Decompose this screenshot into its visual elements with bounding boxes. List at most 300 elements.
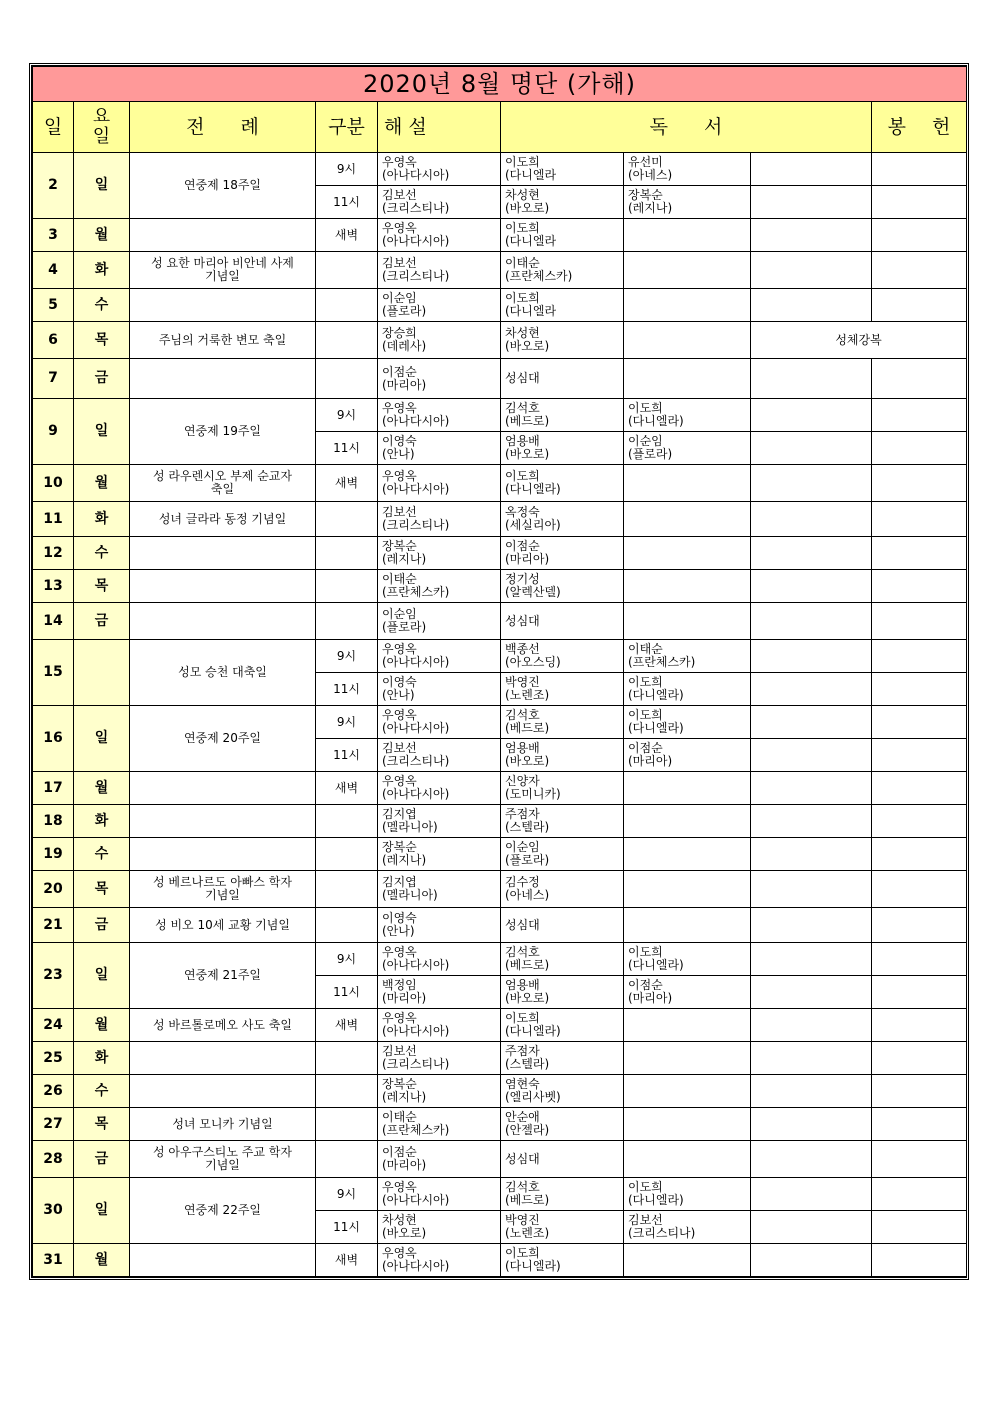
reader1-cell: 엄용배 (바오로) <box>501 976 624 1009</box>
reader1-cell: 김수정 (아네스) <box>501 871 624 908</box>
commentary-cell: 김지엽 (멜라니아) <box>378 805 501 838</box>
offering1-cell <box>751 739 872 772</box>
weekday-cell: 화 <box>74 805 130 838</box>
reader1-cell: 이점순 (마리아) <box>501 537 624 570</box>
day-cell: 24 <box>33 1009 74 1042</box>
offering2-cell <box>872 1009 967 1042</box>
liturgy-cell <box>130 772 316 805</box>
header-type: 구분 <box>316 102 378 153</box>
weekday-cell: 일 <box>74 706 130 772</box>
day-cell: 3 <box>33 219 74 252</box>
reader1-cell: 옥정숙 (세실리아) <box>501 502 624 537</box>
type-cell <box>316 322 378 359</box>
offering2-cell <box>872 465 967 502</box>
table-row <box>33 570 967 603</box>
commentary-cell: 김보선 (크리스티나) <box>378 502 501 537</box>
day-cell: 27 <box>33 1108 74 1141</box>
day-cell: 17 <box>33 772 74 805</box>
day-cell: 2 <box>33 153 74 219</box>
reader1-cell: 김석호 (베드로) <box>501 1178 624 1211</box>
reader1-cell: 이도희 (다니엘라 <box>501 289 624 322</box>
commentary-cell: 이영숙 (안나) <box>378 908 501 943</box>
reader2-cell <box>624 838 751 871</box>
table-row <box>33 322 967 359</box>
reader2-cell <box>624 322 751 359</box>
offering1-cell <box>751 1108 872 1141</box>
commentary-cell: 우영옥 (아나다시아) <box>378 1178 501 1211</box>
offering2-cell <box>872 772 967 805</box>
offering-cell: 성체강복 <box>751 322 967 359</box>
header-weekday: 요 일 <box>74 102 130 153</box>
table-row <box>33 153 967 186</box>
type-cell <box>316 838 378 871</box>
reader2-cell <box>624 570 751 603</box>
day-cell: 4 <box>33 252 74 289</box>
liturgy-cell: 성 비오 10세 교황 기념일 <box>130 908 316 943</box>
offering2-cell <box>872 252 967 289</box>
commentary-cell: 이순임 (플로라) <box>378 289 501 322</box>
liturgy-cell: 연중제 18주일 <box>130 153 316 219</box>
liturgy-cell <box>130 359 316 399</box>
type-cell <box>316 502 378 537</box>
offering1-cell <box>751 805 872 838</box>
offering2-cell <box>872 432 967 465</box>
table-row <box>33 465 967 502</box>
day-cell: 28 <box>33 1141 74 1178</box>
reader1-cell: 이도희 (다니엘라 <box>501 153 624 186</box>
liturgy-cell: 주님의 거룩한 변모 축일 <box>130 322 316 359</box>
commentary-cell: 우영옥 (아나다시아) <box>378 399 501 432</box>
offering1-cell <box>751 1075 872 1108</box>
reader2-cell <box>624 465 751 502</box>
commentary-cell: 백정임 (마리아) <box>378 976 501 1009</box>
type-cell: 9시 <box>316 706 378 739</box>
offering1-cell <box>751 908 872 943</box>
reader2-cell <box>624 1108 751 1141</box>
offering1-cell <box>751 432 872 465</box>
weekday-cell: 월 <box>74 1244 130 1277</box>
offering1-cell <box>751 1141 872 1178</box>
day-cell: 19 <box>33 838 74 871</box>
commentary-cell: 이영숙 (안나) <box>378 673 501 706</box>
reader1-cell: 성심대 <box>501 603 624 640</box>
offering2-cell <box>872 976 967 1009</box>
liturgy-cell: 연중제 20주일 <box>130 706 316 772</box>
commentary-cell: 우영옥 (아나다시아) <box>378 153 501 186</box>
reader2-cell: 유선미 (아네스) <box>624 153 751 186</box>
liturgy-cell <box>130 1075 316 1108</box>
schedule-table <box>32 66 967 1277</box>
offering1-cell <box>751 289 872 322</box>
reader2-cell <box>624 908 751 943</box>
header-day: 일 <box>33 102 74 153</box>
commentary-cell: 이점순 (마리아) <box>378 1141 501 1178</box>
liturgy-cell: 성 바르톨로메오 사도 축일 <box>130 1009 316 1042</box>
weekday-cell: 금 <box>74 359 130 399</box>
commentary-cell: 김보선 (크리스티나) <box>378 252 501 289</box>
weekday-cell: 월 <box>74 465 130 502</box>
reader2-cell <box>624 537 751 570</box>
offering2-cell <box>872 1042 967 1075</box>
reader2-cell <box>624 1042 751 1075</box>
day-cell: 12 <box>33 537 74 570</box>
offering2-cell <box>872 1108 967 1141</box>
reader1-cell: 이도희 (다니엘라) <box>501 1009 624 1042</box>
offering1-cell <box>751 772 872 805</box>
weekday-cell: 화 <box>74 1042 130 1075</box>
weekday-cell: 금 <box>74 1141 130 1178</box>
type-cell: 11시 <box>316 432 378 465</box>
day-cell: 23 <box>33 943 74 1009</box>
reader1-cell: 성심대 <box>501 908 624 943</box>
offering2-cell <box>872 359 967 399</box>
reader1-cell: 이도희 (다니엘라) <box>501 1244 624 1277</box>
liturgy-cell <box>130 1244 316 1277</box>
reader2-cell: 장복순 (레지나) <box>624 186 751 219</box>
table-row <box>33 1042 967 1075</box>
day-cell: 14 <box>33 603 74 640</box>
table-row <box>33 252 967 289</box>
offering1-cell <box>751 1009 872 1042</box>
offering2-cell <box>872 1211 967 1244</box>
weekday-cell: 일 <box>74 1178 130 1244</box>
day-cell: 18 <box>33 805 74 838</box>
table-row <box>33 359 967 399</box>
offering2-cell <box>872 805 967 838</box>
table-row <box>33 1244 967 1277</box>
reader1-cell: 김석호 (베드로) <box>501 706 624 739</box>
type-cell: 9시 <box>316 153 378 186</box>
weekday-cell: 화 <box>74 502 130 537</box>
reader2-cell <box>624 603 751 640</box>
offering1-cell <box>751 359 872 399</box>
type-cell: 새벽 <box>316 465 378 502</box>
offering1-cell <box>751 1211 872 1244</box>
weekday-cell: 금 <box>74 603 130 640</box>
reader1-cell: 이도희 (다니엘라) <box>501 465 624 502</box>
liturgy-cell: 연중제 19주일 <box>130 399 316 465</box>
liturgy-cell: 성 아우구스티노 주교 학자 기념일 <box>130 1141 316 1178</box>
reader2-cell <box>624 1009 751 1042</box>
reader1-cell: 엄용배 (바오로) <box>501 739 624 772</box>
commentary-cell: 우영옥 (아나다시아) <box>378 772 501 805</box>
commentary-cell: 이순임 (플로라) <box>378 603 501 640</box>
offering2-cell <box>872 1075 967 1108</box>
offering1-cell <box>751 219 872 252</box>
table-row <box>33 1075 967 1108</box>
table-row <box>33 219 967 252</box>
reader1-cell: 박영진 (노렌조) <box>501 673 624 706</box>
offering1-cell <box>751 640 872 673</box>
type-cell <box>316 1042 378 1075</box>
day-cell: 20 <box>33 871 74 908</box>
reader1-cell: 성심대 <box>501 359 624 399</box>
offering2-cell <box>872 1244 967 1277</box>
reader2-cell <box>624 772 751 805</box>
reader1-cell: 안순애 (안젤라) <box>501 1108 624 1141</box>
offering1-cell <box>751 537 872 570</box>
type-cell: 9시 <box>316 1178 378 1211</box>
day-cell: 26 <box>33 1075 74 1108</box>
commentary-cell: 차성현 (바오로) <box>378 1211 501 1244</box>
reader1-cell: 이태순 (프란체스카) <box>501 252 624 289</box>
offering1-cell <box>751 838 872 871</box>
type-cell <box>316 603 378 640</box>
type-cell <box>316 289 378 322</box>
table-row <box>33 1009 967 1042</box>
offering1-cell <box>751 1042 872 1075</box>
weekday-cell: 금 <box>74 908 130 943</box>
liturgy-cell: 성 라우렌시오 부제 순교자 축일 <box>130 465 316 502</box>
reader2-cell <box>624 252 751 289</box>
commentary-cell: 우영옥 (아나다시아) <box>378 465 501 502</box>
commentary-cell: 장복순 (레지나) <box>378 838 501 871</box>
type-cell <box>316 537 378 570</box>
header-liturgy: 전 례 <box>130 102 316 153</box>
table-row <box>33 772 967 805</box>
weekday-cell: 목 <box>74 570 130 603</box>
liturgy-cell <box>130 289 316 322</box>
commentary-cell: 이태순 (프란체스카) <box>378 570 501 603</box>
offering2-cell <box>872 570 967 603</box>
offering2-cell <box>872 739 967 772</box>
day-cell: 6 <box>33 322 74 359</box>
type-cell <box>316 570 378 603</box>
offering2-cell <box>872 603 967 640</box>
table-row <box>33 640 967 673</box>
table-row <box>33 1141 967 1178</box>
commentary-cell: 우영옥 (아나다시아) <box>378 943 501 976</box>
table-row <box>33 399 967 432</box>
day-cell: 15 <box>33 640 74 706</box>
offering1-cell <box>751 252 872 289</box>
type-cell <box>316 908 378 943</box>
type-cell: 9시 <box>316 399 378 432</box>
reader1-cell: 정기성 (알렉산델) <box>501 570 624 603</box>
weekday-cell: 목 <box>74 871 130 908</box>
table-row <box>33 908 967 943</box>
offering2-cell <box>872 871 967 908</box>
table-row <box>33 289 967 322</box>
type-cell: 11시 <box>316 186 378 219</box>
commentary-cell: 김보선 (크리스티나) <box>378 186 501 219</box>
weekday-cell: 월 <box>74 219 130 252</box>
type-cell: 새벽 <box>316 772 378 805</box>
offering2-cell <box>872 943 967 976</box>
liturgy-cell <box>130 537 316 570</box>
liturgy-cell <box>130 603 316 640</box>
commentary-cell: 이태순 (프란체스카) <box>378 1108 501 1141</box>
offering2-cell <box>872 537 967 570</box>
liturgy-cell <box>130 570 316 603</box>
reader2-cell <box>624 805 751 838</box>
offering2-cell <box>872 186 967 219</box>
reader2-cell: 이도희 (다니엘라) <box>624 673 751 706</box>
commentary-cell: 우영옥 (아나다시아) <box>378 219 501 252</box>
reader1-cell: 박영진 (노렌조) <box>501 1211 624 1244</box>
day-cell: 31 <box>33 1244 74 1277</box>
liturgy-cell <box>130 1042 316 1075</box>
offering2-cell <box>872 502 967 537</box>
reader1-cell: 주점자 (스텔라) <box>501 805 624 838</box>
reader2-cell <box>624 502 751 537</box>
offering2-cell <box>872 289 967 322</box>
weekday-cell: 목 <box>74 322 130 359</box>
reader2-cell: 이도희 (다니엘라) <box>624 943 751 976</box>
weekday-cell: 일 <box>74 399 130 465</box>
weekday-cell: 일 <box>74 153 130 219</box>
offering2-cell <box>872 908 967 943</box>
reader2-cell: 이도희 (다니엘라) <box>624 706 751 739</box>
day-cell: 11 <box>33 502 74 537</box>
offering1-cell <box>751 153 872 186</box>
offering2-cell <box>872 838 967 871</box>
type-cell <box>316 252 378 289</box>
weekday-cell: 월 <box>74 1009 130 1042</box>
commentary-cell: 우영옥 (아나다시아) <box>378 1244 501 1277</box>
offering1-cell <box>751 465 872 502</box>
type-cell: 새벽 <box>316 1244 378 1277</box>
table-row <box>33 1178 967 1211</box>
type-cell: 11시 <box>316 739 378 772</box>
table-row <box>33 1108 967 1141</box>
reader1-cell: 김석호 (베드로) <box>501 399 624 432</box>
offering2-cell <box>872 153 967 186</box>
reader1-cell: 백종선 (아오스딩) <box>501 640 624 673</box>
page-title: 2020년 8월 명단 (가해) <box>33 67 967 102</box>
reader1-cell: 성심대 <box>501 1141 624 1178</box>
type-cell <box>316 1108 378 1141</box>
type-cell: 새벽 <box>316 1009 378 1042</box>
liturgy-cell: 성 요한 마리아 비안네 사제 기념일 <box>130 252 316 289</box>
reader2-cell: 이태순 (프란체스카) <box>624 640 751 673</box>
reader1-cell: 주점자 (스텔라) <box>501 1042 624 1075</box>
reader2-cell: 이도희 (다니엘라) <box>624 1178 751 1211</box>
commentary-cell: 우영옥 (아나다시아) <box>378 1009 501 1042</box>
offering2-cell <box>872 706 967 739</box>
commentary-cell: 김보선 (크리스티나) <box>378 739 501 772</box>
offering1-cell <box>751 603 872 640</box>
type-cell: 11시 <box>316 1211 378 1244</box>
reader2-cell <box>624 871 751 908</box>
type-cell: 9시 <box>316 943 378 976</box>
day-cell: 5 <box>33 289 74 322</box>
offering1-cell <box>751 399 872 432</box>
type-cell: 9시 <box>316 640 378 673</box>
table-row <box>33 603 967 640</box>
reader2-cell <box>624 359 751 399</box>
commentary-cell: 우영옥 (아나다시아) <box>378 640 501 673</box>
type-cell <box>316 871 378 908</box>
weekday-cell: 수 <box>74 838 130 871</box>
commentary-cell: 이영숙 (안나) <box>378 432 501 465</box>
liturgy-cell <box>130 838 316 871</box>
offering1-cell <box>751 871 872 908</box>
offering1-cell <box>751 502 872 537</box>
table-row <box>33 805 967 838</box>
reader1-cell: 염현숙 (엘리사벳) <box>501 1075 624 1108</box>
type-cell: 11시 <box>316 673 378 706</box>
reader1-cell: 이순임 (플로라) <box>501 838 624 871</box>
reader2-cell: 이순임 (플로라) <box>624 432 751 465</box>
header-row <box>33 102 967 153</box>
reader2-cell <box>624 289 751 322</box>
commentary-cell: 김보선 (크리스티나) <box>378 1042 501 1075</box>
table-row <box>33 871 967 908</box>
weekday-cell: 수 <box>74 289 130 322</box>
liturgy-cell: 성모 승천 대축일 <box>130 640 316 706</box>
commentary-cell: 장복순 (레지나) <box>378 537 501 570</box>
schedule-frame <box>29 63 969 1280</box>
weekday-cell: 수 <box>74 1075 130 1108</box>
type-cell <box>316 1075 378 1108</box>
weekday-cell: 월 <box>74 772 130 805</box>
reader2-cell <box>624 219 751 252</box>
reader2-cell: 이점순 (마리아) <box>624 739 751 772</box>
liturgy-cell: 성녀 모니카 기념일 <box>130 1108 316 1141</box>
commentary-cell: 이점순 (마리아) <box>378 359 501 399</box>
reader2-cell: 김보선 (크리스티나) <box>624 1211 751 1244</box>
reader2-cell: 이점순 (마리아) <box>624 976 751 1009</box>
weekday-cell: 화 <box>74 252 130 289</box>
offering1-cell <box>751 673 872 706</box>
day-cell: 7 <box>33 359 74 399</box>
commentary-cell: 우영옥 (아나다시아) <box>378 706 501 739</box>
day-cell: 16 <box>33 706 74 772</box>
type-cell: 새벽 <box>316 219 378 252</box>
weekday-cell <box>74 640 130 706</box>
liturgy-cell <box>130 805 316 838</box>
table-row <box>33 706 967 739</box>
offering2-cell <box>872 1141 967 1178</box>
reader2-cell <box>624 1075 751 1108</box>
offering2-cell <box>872 673 967 706</box>
offering2-cell <box>872 640 967 673</box>
day-cell: 9 <box>33 399 74 465</box>
offering1-cell <box>751 1178 872 1211</box>
table-row <box>33 537 967 570</box>
reader2-cell: 이도희 (다니엘라) <box>624 399 751 432</box>
offering2-cell <box>872 399 967 432</box>
offering1-cell <box>751 976 872 1009</box>
type-cell <box>316 805 378 838</box>
commentary-cell: 장복순 (레지나) <box>378 1075 501 1108</box>
weekday-cell: 수 <box>74 537 130 570</box>
header-reading: 독 서 <box>501 102 872 153</box>
offering1-cell <box>751 570 872 603</box>
liturgy-cell <box>130 219 316 252</box>
reader1-cell: 신양자 (도미니카) <box>501 772 624 805</box>
table-row <box>33 943 967 976</box>
header-offering: 봉 헌 <box>872 102 967 153</box>
liturgy-cell: 성 베르나르도 아빠스 학자 기념일 <box>130 871 316 908</box>
table-row <box>33 838 967 871</box>
offering1-cell <box>751 943 872 976</box>
offering1-cell <box>751 1244 872 1277</box>
reader1-cell: 차성현 (바오로) <box>501 322 624 359</box>
reader1-cell: 엄용배 (바오로) <box>501 432 624 465</box>
liturgy-cell: 연중제 22주일 <box>130 1178 316 1244</box>
liturgy-cell: 연중제 21주일 <box>130 943 316 1009</box>
offering1-cell <box>751 186 872 219</box>
commentary-cell: 김지엽 (멜라니아) <box>378 871 501 908</box>
weekday-cell: 목 <box>74 1108 130 1141</box>
liturgy-cell: 성녀 글라라 동정 기념일 <box>130 502 316 537</box>
day-cell: 25 <box>33 1042 74 1075</box>
day-cell: 21 <box>33 908 74 943</box>
reader1-cell: 차성현 (바오로) <box>501 186 624 219</box>
reader1-cell: 김석호 (베드로) <box>501 943 624 976</box>
